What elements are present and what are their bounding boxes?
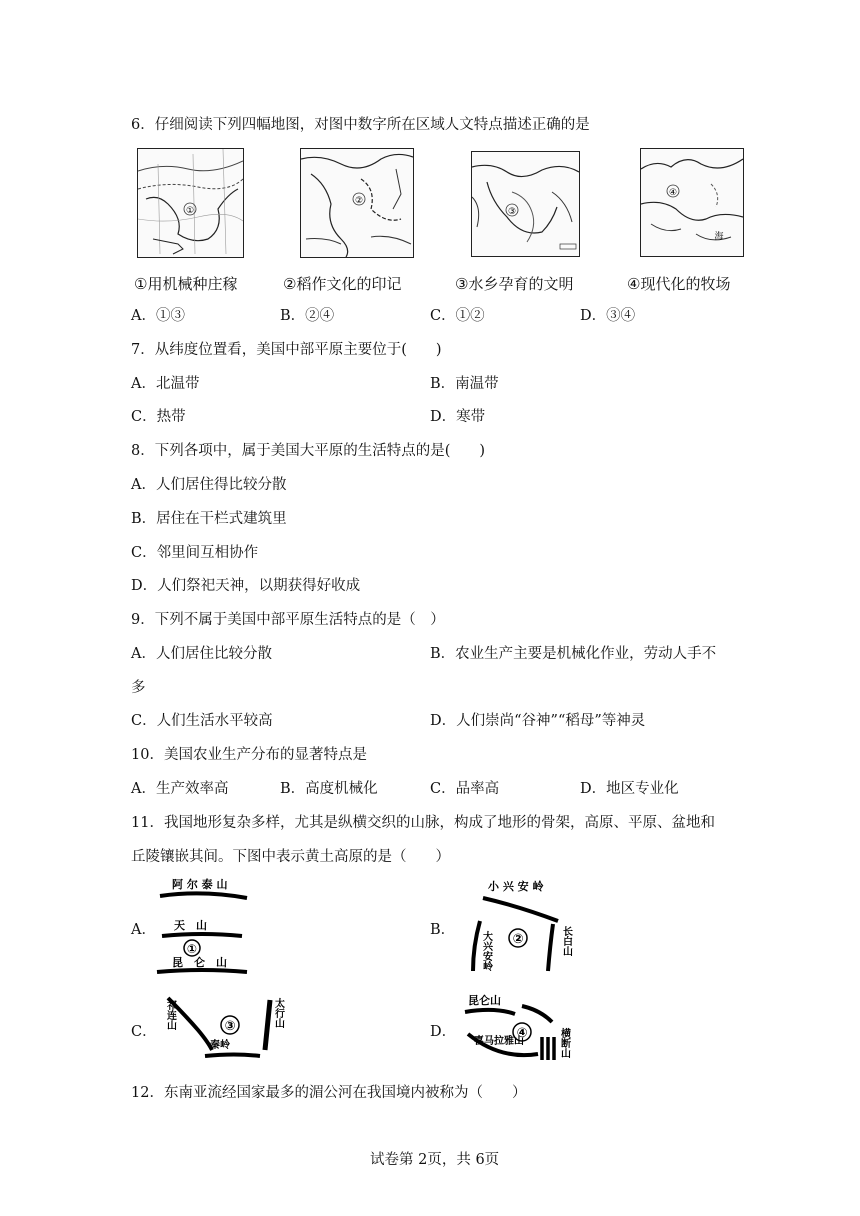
q7-option-d: D．寒带 [430, 409, 486, 425]
fig-d-bottom-label: 喜马拉雅山 [474, 1036, 524, 1047]
q6-option-b: B．②④ [280, 308, 335, 324]
q11-figure-d [460, 992, 600, 1064]
map-pasture-drawing [641, 149, 743, 256]
map4-sea-label: 海 [714, 232, 724, 242]
map4-caption: ④现代化的牧场 [627, 275, 731, 293]
q9-option-c: C．人们生活水平较高 [131, 713, 273, 729]
q10-option-a: A．生产效率高 [131, 781, 229, 797]
map-pasture-region [640, 148, 744, 257]
q7-option-a: A．北温带 [131, 376, 200, 392]
fig-a-number: ① [186, 942, 198, 956]
map4-number: ④ [668, 188, 678, 198]
map-middle-east-drawing [472, 152, 579, 256]
map1-number: ① [185, 206, 195, 216]
q8-option-d: D．人们祭祀天神，以期获得好收成 [131, 578, 361, 594]
q11-option-a-letter: A． [131, 922, 156, 938]
q6-option-a: A．①③ [131, 308, 185, 324]
q11-option-d-letter: D． [430, 1024, 457, 1040]
q11-figure-c [160, 990, 290, 1062]
q7-stem: 7．从纬度位置看，美国中部平原主要位于( ) [131, 342, 442, 358]
fig-c-right-label: 太行山 [272, 998, 284, 1028]
q11-figure-b [458, 876, 578, 976]
fig-a-bottom-label: 昆 仑 山 [172, 956, 227, 969]
fig-b-left-label: 大兴安岭 [480, 931, 492, 971]
q9-option-b: B．农业生产主要是机械化作业，劳动人手不 [430, 646, 717, 662]
q8-option-c: C．邻里间互相协作 [131, 545, 259, 561]
fig-a-mid-label: 天 山 [174, 919, 207, 932]
fig-d-number: ④ [516, 1026, 528, 1041]
q11-stem-line1: 11．我国地形复杂多样，尤其是纵横交织的山脉，构成了地形的骨架，高原、平原、盆地和 [131, 815, 715, 831]
fig-c-left-label: 祁连山 [164, 1000, 176, 1030]
map3-number: ③ [507, 207, 517, 217]
q6-stem: 6．仔细阅读下列四幅地图，对图中数字所在区域人文特点描述正确的是 [131, 117, 590, 133]
map1-caption: ①用机械种庄稼 [134, 275, 238, 293]
q11-option-b-letter: B． [430, 922, 456, 938]
map2-caption: ②稻作文化的印记 [283, 275, 402, 293]
fig-b-number: ② [512, 932, 524, 947]
fig-a-top-label: 阿 尔 泰 山 [172, 878, 228, 891]
q10-option-d: D．地区专业化 [580, 781, 679, 797]
map-north-america-drawing [138, 149, 243, 257]
q10-stem: 10．美国农业生产分布的显著特点是 [131, 747, 367, 763]
map-north-america [137, 148, 244, 258]
q6-option-d: D．③④ [580, 308, 636, 324]
map-southeast-asia [300, 148, 414, 258]
map2-number: ② [354, 196, 364, 206]
q9-option-d: D．人们崇尚“谷神”“稻母”等神灵 [430, 713, 646, 729]
fig-b-right-label: 长白山 [560, 926, 572, 956]
q11-stem-line2: 丘陵镶嵌其间。下图中表示黄土高原的是（ ） [131, 849, 450, 865]
q8-option-b: B．居住在干栏式建筑里 [131, 511, 287, 527]
fig-c-number: ③ [224, 1019, 236, 1034]
q10-option-c: C．品率高 [430, 781, 500, 797]
q7-option-b: B．南温带 [430, 376, 499, 392]
q11-option-c-letter: C． [131, 1024, 157, 1040]
q6-option-c: C．①② [430, 308, 485, 324]
q10-option-b: B．高度机械化 [280, 781, 378, 797]
q9-option-b-wrap: 多 [131, 680, 146, 696]
q9-stem: 9．下列不属于美国中部平原生活特点的是（ ） [131, 612, 445, 628]
q9-option-a: A．人们居住比较分散 [131, 646, 272, 662]
map3-caption: ③水乡孕育的文明 [455, 275, 574, 293]
fig-d-top-label: 昆仑山 [468, 994, 501, 1007]
map-southeast-asia-drawing [301, 149, 413, 257]
fig-b-top-label: 小 兴 安 岭 [488, 880, 544, 893]
q11-figure-a [152, 876, 252, 976]
q7-option-c: C．热带 [131, 409, 186, 425]
fig-d-right-label: 横断山 [558, 1028, 570, 1058]
q8-stem: 8．下列各项中，属于美国大平原的生活特点的是( ) [131, 443, 486, 459]
q12-stem: 12．东南亚流经国家最多的湄公河在我国境内被称为（ ） [131, 1085, 527, 1101]
page-footer: 试卷第 2页，共 6页 [370, 1152, 500, 1168]
fig-c-bottom-label: 秦岭 [210, 1040, 230, 1051]
map-middle-east [471, 151, 580, 257]
q8-option-a: A．人们居住得比较分散 [131, 477, 287, 493]
